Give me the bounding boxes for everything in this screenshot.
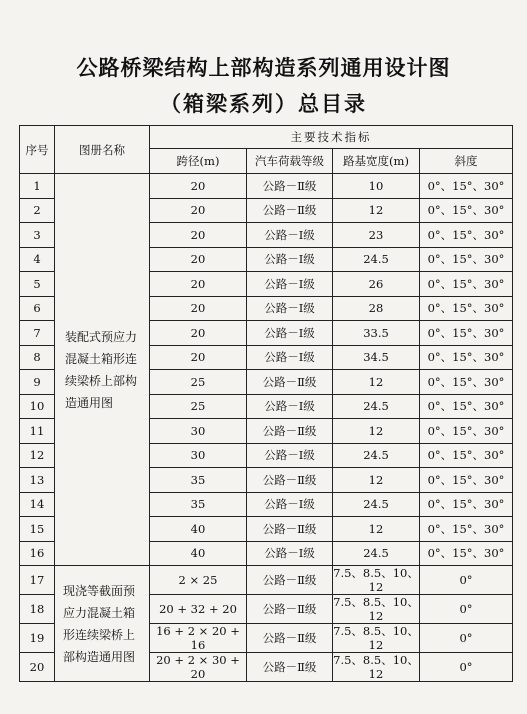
document-subtitle: （箱梁系列）总目录: [160, 91, 367, 116]
cell-load: 公路－Ⅰ级: [247, 321, 333, 346]
cell-no: 14: [20, 492, 55, 517]
cell-load: 公路－Ⅰ级: [247, 394, 333, 419]
cell-skew: 0°、15°、30°: [420, 272, 513, 297]
cell-skew: 0°、15°、30°: [420, 223, 513, 248]
cell-no: 16: [20, 541, 55, 566]
cell-no: 1: [20, 174, 55, 199]
cell-no: 17: [20, 566, 55, 595]
table-row: [20, 174, 513, 199]
cell-skew: 0°: [420, 595, 513, 624]
cell-width: 26: [333, 272, 420, 297]
cell-span: 20 + 32 + 20: [150, 595, 247, 624]
cell-no: 2: [20, 198, 55, 223]
cell-skew: 0°、15°、30°: [420, 394, 513, 419]
document-title: 公路桥梁结构上部构造系列通用设计图: [76, 55, 451, 80]
cell-skew: 0°、15°、30°: [420, 517, 513, 542]
cell-width: 7.5、8.5、10、12: [333, 624, 419, 652]
cell-load: 公路－Ⅰ级: [247, 223, 333, 248]
group-name-cell: 现浇等截面预应力混凝土箱形连续梁桥上部构造通用图: [55, 566, 150, 682]
cell-skew: 0°、15°、30°: [420, 321, 513, 346]
cell-width: 7.5、8.5、10、12: [333, 595, 419, 623]
cell-width: 33.5: [333, 321, 420, 346]
cell-width: 28: [333, 296, 420, 321]
cell-width: 12: [333, 419, 420, 444]
cell-skew: 0°、15°、30°: [420, 443, 513, 468]
cell-skew: 0°、15°、30°: [420, 345, 513, 370]
cell-span: 20: [150, 345, 247, 370]
cell-width: 24.5: [333, 247, 420, 272]
cell-load: 公路－Ⅰ级: [247, 443, 333, 468]
cell-load: 公路－Ⅱ级: [247, 517, 333, 542]
cell-span: 20 + 2 × 30 + 20: [150, 653, 247, 682]
header-skew: 斜度: [420, 149, 513, 174]
cell-load: 公路－Ⅱ级: [247, 595, 333, 624]
cell-no: 6: [20, 296, 55, 321]
cell-no: 20: [20, 653, 55, 682]
cell-skew: 0°、15°、30°: [420, 296, 513, 321]
cell-width: 10: [333, 174, 420, 199]
cell-load: 公路－Ⅱ级: [247, 653, 333, 682]
header-name: 图册名称: [55, 126, 150, 174]
cell-load: 公路－Ⅰ级: [247, 272, 333, 297]
group-name-cell: 装配式预应力混凝土箱形连续梁桥上部构造通用图: [55, 174, 150, 566]
cell-span: 20: [150, 247, 247, 272]
cell-width: 24.5: [333, 443, 420, 468]
cell-skew: 0°、15°、30°: [420, 492, 513, 517]
cell-no: 8: [20, 345, 55, 370]
cell-width: 7.5、8.5、10、12: [333, 566, 419, 594]
cell-skew: 0°、15°、30°: [420, 370, 513, 395]
cell-span: 30: [150, 443, 247, 468]
cell-width: 12: [333, 517, 420, 542]
cell-span: 25: [150, 370, 247, 395]
cell-span: 20: [150, 198, 247, 223]
cell-load: 公路－Ⅰ级: [247, 541, 333, 566]
cell-no: 4: [20, 247, 55, 272]
cell-skew: 0°: [420, 566, 513, 595]
cell-no: 5: [20, 272, 55, 297]
cell-span: 20: [150, 223, 247, 248]
cell-load: 公路－Ⅰ级: [247, 296, 333, 321]
cell-span: 40: [150, 541, 247, 566]
table-row: [20, 566, 513, 595]
cell-width: 24.5: [333, 541, 420, 566]
cell-skew: 0°、15°、30°: [420, 174, 513, 199]
cell-load: 公路－Ⅱ级: [247, 468, 333, 493]
cell-load: 公路－Ⅱ级: [247, 566, 333, 595]
cell-load: 公路－Ⅰ级: [247, 492, 333, 517]
header-no: 序号: [20, 126, 55, 174]
cell-width: 12: [333, 468, 420, 493]
cell-span: 40: [150, 517, 247, 542]
header-load: 汽车荷载等级: [247, 149, 333, 174]
cell-load: 公路－Ⅰ级: [247, 345, 333, 370]
cell-load: 公路－Ⅱ级: [247, 419, 333, 444]
cell-load: 公路－Ⅱ级: [247, 174, 333, 199]
cell-span: 2 × 25: [150, 566, 247, 595]
cell-skew: 0°、15°、30°: [420, 247, 513, 272]
cell-no: 7: [20, 321, 55, 346]
cell-span: 35: [150, 468, 247, 493]
cell-no: 19: [20, 624, 55, 653]
cell-width: 12: [333, 370, 420, 395]
cell-no: 3: [20, 223, 55, 248]
cell-skew: 0°、15°、30°: [420, 198, 513, 223]
cell-skew: 0°: [420, 624, 513, 653]
cell-width: 12: [333, 198, 420, 223]
cell-load: 公路－Ⅱ级: [247, 370, 333, 395]
header-width: 路基宽度(m): [333, 149, 420, 174]
cell-skew: 0°、15°、30°: [420, 541, 513, 566]
cell-no: 12: [20, 443, 55, 468]
cell-width: 24.5: [333, 394, 420, 419]
cell-load: 公路－Ⅱ级: [247, 198, 333, 223]
cell-span: 25: [150, 394, 247, 419]
cell-width: 24.5: [333, 492, 420, 517]
cell-span: 20: [150, 272, 247, 297]
cell-span: 20: [150, 296, 247, 321]
cell-width: 7.5、8.5、10、12: [333, 653, 419, 681]
cell-load: 公路－Ⅱ级: [247, 624, 333, 653]
cell-no: 11: [20, 419, 55, 444]
cell-width: 34.5: [333, 345, 420, 370]
cell-no: 10: [20, 394, 55, 419]
header-group: 主要技术指标: [150, 126, 513, 149]
cell-load: 公路－Ⅰ级: [247, 247, 333, 272]
cell-span: 20: [150, 174, 247, 199]
cell-span: 16 + 2 × 20 + 16: [150, 624, 247, 653]
catalog-table: [19, 125, 513, 682]
cell-no: 18: [20, 595, 55, 624]
cell-span: 35: [150, 492, 247, 517]
cell-skew: 0°: [420, 653, 513, 682]
cell-no: 9: [20, 370, 55, 395]
cell-width: 23: [333, 223, 420, 248]
cell-skew: 0°、15°、30°: [420, 419, 513, 444]
cell-span: 20: [150, 321, 247, 346]
header-span: 跨径(m): [150, 149, 247, 174]
cell-skew: 0°、15°、30°: [420, 468, 513, 493]
cell-no: 13: [20, 468, 55, 493]
cell-no: 15: [20, 517, 55, 542]
cell-span: 30: [150, 419, 247, 444]
